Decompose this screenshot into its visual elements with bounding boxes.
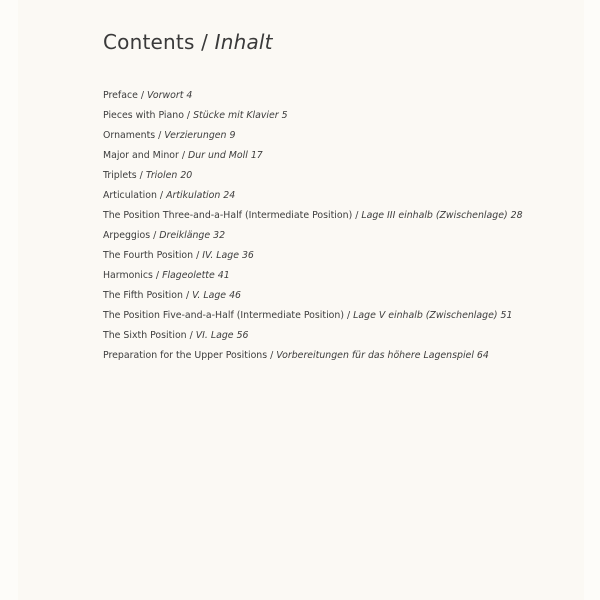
toc-entry-english: Harmonics <box>103 270 153 281</box>
toc-entry-page: 17 <box>250 150 263 161</box>
toc-entry: The Sixth Position / VI. Lage 56 <box>103 330 249 341</box>
toc-entry-english: Triplets <box>103 170 137 181</box>
table-of-contents <box>103 86 523 366</box>
title-german: Inhalt <box>214 30 273 54</box>
toc-entry-page: 4 <box>186 90 193 101</box>
toc-entry: Major and Minor / Dur und Moll 17 <box>103 150 263 161</box>
toc-entry-page: 56 <box>236 330 249 341</box>
toc-entry-german: Vorbereitungen für das höhere Lagenspiel <box>276 350 474 361</box>
toc-entry-page: 20 <box>180 170 193 181</box>
toc-entry: The Fourth Position / IV. Lage 36 <box>103 250 254 261</box>
toc-entry-page: 46 <box>229 290 241 301</box>
toc-entry-german: Flageolette <box>162 270 215 281</box>
toc-entry-german: Dreiklänge <box>159 230 211 241</box>
title-english: Contents <box>103 30 195 54</box>
toc-entry-english: The Fifth Position <box>103 290 183 301</box>
toc-entry: Pieces with Piano / Stücke mit Klavier 5 <box>103 110 288 121</box>
toc-entry: The Position Five-and-a-Half (Intermediate Position) / Lage V einhalb (Zwischenlage) 51 <box>103 310 513 321</box>
toc-entry-english: Major and Minor <box>103 150 179 161</box>
toc-entry-page: 24 <box>223 190 236 201</box>
toc-entry-english: Preface <box>103 90 138 101</box>
toc-entry-german: Lage III einhalb (Zwischenlage) <box>361 210 508 221</box>
toc-entry-german: Artikulation <box>166 190 221 201</box>
toc-entry-english: Ornaments <box>103 130 156 141</box>
toc-entry-english: The Position Three-and-a-Half (Intermediate Position) <box>103 210 353 221</box>
toc-entry: Preface / Vorwort 4 <box>103 90 193 101</box>
toc-entry-german: VI. Lage <box>195 330 234 341</box>
toc-entry-page: 41 <box>217 270 230 281</box>
toc-entry-page: 28 <box>510 210 523 221</box>
toc-entry-german: Stücke mit Klavier <box>193 110 279 121</box>
toc-entry-english: The Position Five-and-a-Half (Intermediate Position) <box>103 310 345 321</box>
toc-entry: Ornaments / Verzierungen 9 <box>103 130 236 141</box>
toc-entry-page: 32 <box>213 230 226 241</box>
toc-entry-english: Pieces with Piano <box>103 110 184 121</box>
toc-entry: The Position Three-and-a-Half (Intermediate Position) / Lage III einhalb (Zwischenlage) 28 <box>103 210 523 221</box>
page-title <box>103 30 273 54</box>
toc-entry: Arpeggios / Dreiklänge 32 <box>103 230 226 241</box>
toc-entry: Articulation / Artikulation 24 <box>103 190 236 201</box>
toc-entry: The Fifth Position / V. Lage 46 <box>103 290 241 301</box>
toc-entry-page: 64 <box>476 350 489 361</box>
toc-entry-german: V. Lage <box>192 290 227 301</box>
title-separator: / <box>194 30 215 54</box>
toc-entry: Harmonics / Flageolette 41 <box>103 270 230 281</box>
toc-entry-german: Verzierungen <box>164 130 227 141</box>
toc-entry-english: Arpeggios <box>103 230 151 241</box>
toc-entry-german: Triolen <box>145 170 178 181</box>
toc-entry-english: The Sixth Position <box>103 330 187 341</box>
toc-entry-english: Preparation for the Upper Positions <box>103 350 268 361</box>
toc-entry-german: Dur und Moll <box>187 150 248 161</box>
toc-entry-page: 5 <box>281 110 288 121</box>
toc-entry-german: Vorwort <box>147 90 184 101</box>
toc-entry-english: Articulation <box>103 190 157 201</box>
toc-entry-page: 9 <box>229 130 236 141</box>
toc-entry: Preparation for the Upper Positions / Vorbereitungen für das höhere Lagenspiel 64 <box>103 350 489 361</box>
toc-entry-german: Lage V einhalb (Zwischenlage) <box>353 310 498 321</box>
toc-entry-page: 51 <box>500 310 513 321</box>
toc-entry: Triplets / Triolen 20 <box>103 170 193 181</box>
toc-entry-german: IV. Lage <box>202 250 239 261</box>
toc-entry-english: The Fourth Position <box>103 250 194 261</box>
toc-entry-page: 36 <box>241 250 254 261</box>
